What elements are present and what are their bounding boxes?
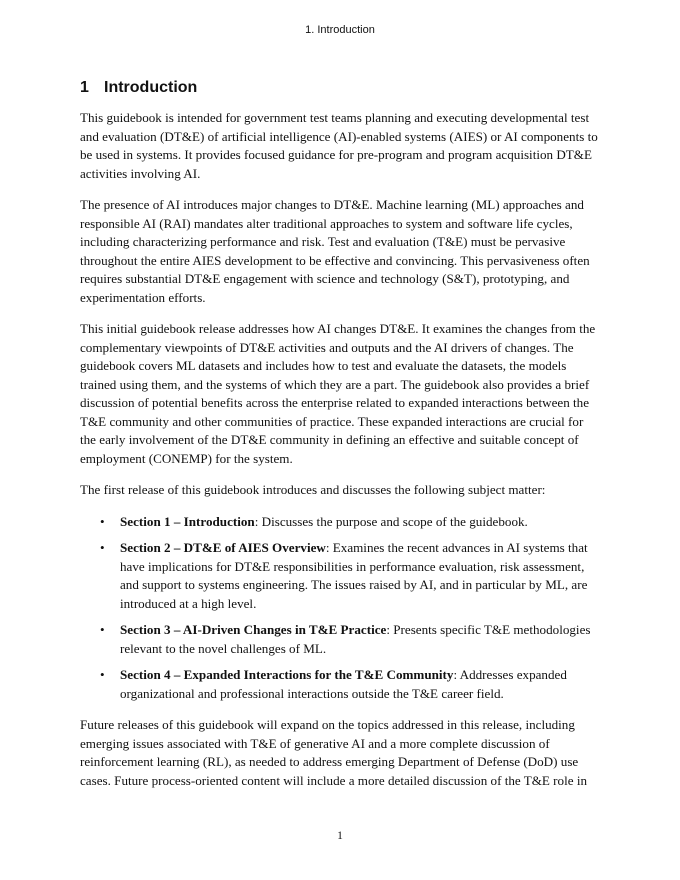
paragraph-future-releases: Future releases of this guidebook will expand on the topics addressed in this release, including emerging issues associated with T&E of generative AI and a more complete discussion of reinforcement learning (RL), as needed to address emerging Department of Defense (DoD) use cases. Future process-oriented content will include a more detailed discussion of the T&E role in xyxy=(80,717,587,788)
page-number: 1 xyxy=(337,830,343,842)
paragraph-subject-intro: The first release of this guidebook introduces and discusses the following subject matter: xyxy=(80,482,546,497)
running-header: 1. Introduction xyxy=(305,24,375,36)
topic-list xyxy=(80,513,602,704)
page-body xyxy=(80,78,602,803)
topic-label: Section 3 – AI-Driven Changes in T&E Practice xyxy=(120,622,387,637)
topic-label: Section 4 – Expanded Interactions for the T&E Community xyxy=(120,667,454,682)
section-title: Introduction xyxy=(104,79,198,96)
bullet-icon: • xyxy=(100,513,105,529)
bullet-icon: • xyxy=(100,622,105,637)
paragraph-initial-release: This initial guidebook release addresses how AI changes DT&E. It examines the changes from the complementary viewpoints of DT&E activities and outputs and the AI drivers of changes. The guidebook covers ML datasets and includes how to test and evaluate the datasets, the models trained using them, and the systems of which they are a part. The guidebook also provides a brief discussion of potential benefits across the enterprise related to expanded interactions between the T&E community and other communities of practice. These expanded interactions are crucial for the early involvement of the DT&E community in defining an effective and suitable concept of employment (CONEMP) for the system. xyxy=(80,321,596,466)
list-item xyxy=(80,513,602,532)
list-item xyxy=(80,539,602,613)
topic-text: : Discusses the purpose and scope of the guidebook. xyxy=(254,513,528,529)
paragraph-ai-changes: The presence of AI introduces major changes to DT&E. Machine learning (ML) approaches and responsible AI (RAI) mandates alter traditional approaches to system and software life cycles, including characterizing performance and risk. Test and evaluation (T&E) must be pervasive throughout the entire AIES development to be effective and convincing. This pervasiveness often requires substantial DT&E engagement with science and technology (S&T), prototyping, and experimentation efforts. xyxy=(80,197,590,305)
section-number: 1 xyxy=(80,79,89,96)
list-item xyxy=(80,621,602,658)
bullet-icon: • xyxy=(100,540,105,555)
topic-label: Section 2 – DT&E of AIES Overview xyxy=(120,540,326,555)
topic-text: : Presents specific T&E methodologies relevant to the novel challenges of ML. xyxy=(120,622,591,656)
bullet-icon: • xyxy=(100,667,105,682)
topic-text: : Addresses expanded organizational and professional interactions outside the T&E career field. xyxy=(120,667,567,701)
section-heading xyxy=(80,78,602,98)
topic-label: Section 1 – Introduction xyxy=(120,513,255,529)
list-item xyxy=(80,666,602,703)
topic-text: : Examines the recent advances in AI systems that have implications for DT&E responsibilities in performance evaluation, risk assessment, and support to systems engineering. The issues raised by AI, and in particular by ML, are introduced at a high level. xyxy=(120,540,588,611)
paragraph-purpose: This guidebook is intended for government test teams planning and executing developmental test and evaluation (DT&E) of artificial intelligence (AI)-enabled systems (AIES) or AI components to be used in systems. It provides focused guidance for pre-program and program acquisition DT&E activities involving AI. xyxy=(80,110,598,181)
